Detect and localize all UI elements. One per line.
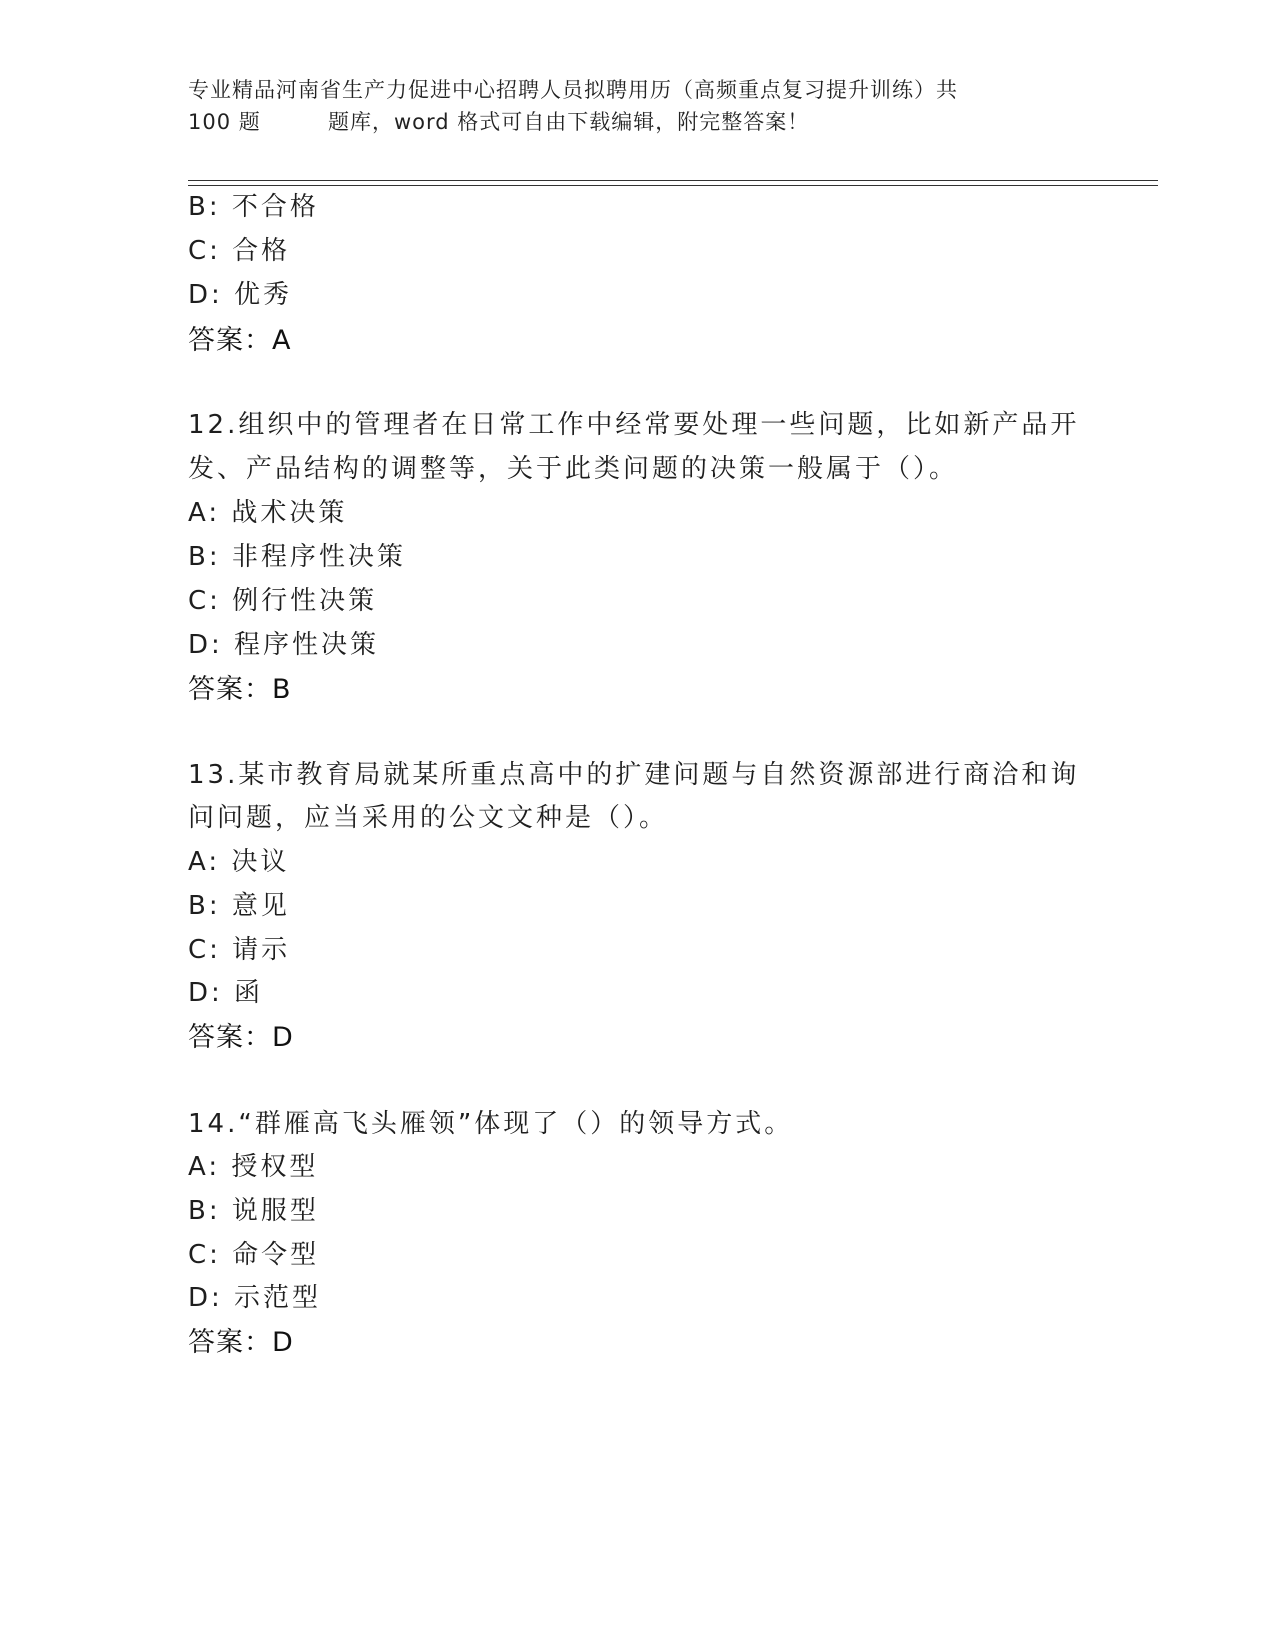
question-13-option-a: A: 决议 [188, 847, 290, 877]
header-question-count: 100 题 [188, 110, 261, 134]
header-title-line1: 专业精品河南省生产力促进中心招聘人员拟聘用历（高频重点复习提升训练）共 [188, 78, 958, 102]
question-13-option-b: B: 意见 [188, 891, 290, 921]
question-14-option-b: B: 说服型 [188, 1196, 319, 1226]
option-b: B: 不合格 [188, 192, 319, 222]
option-d: D: 优秀 [188, 280, 293, 310]
question-14-option-a: A: 授权型 [188, 1152, 319, 1182]
question-12-option-d: D: 程序性决策 [188, 630, 380, 660]
question-12-answer: 答案：B [188, 674, 292, 705]
question-14-option-d: D: 示范型 [188, 1283, 322, 1313]
question-12-option-c: C: 例行性决策 [188, 586, 378, 616]
header-divider-bottom [188, 185, 1158, 186]
option-c: C: 合格 [188, 236, 291, 266]
question-12-option-b: B: 非程序性决策 [188, 542, 406, 572]
question-12-option-a: A: 战术决策 [188, 498, 348, 528]
page-header [188, 74, 1088, 138]
header-divider-top [188, 180, 1158, 181]
question-13-answer: 答案：D [188, 1022, 294, 1053]
question-13-option-c: C: 请示 [188, 935, 291, 965]
question-12-stem-line2: 发、产品结构的调整等，关于此类问题的决策一般属于（）。 [188, 454, 959, 484]
question-13-stem-line1: 13.某市教育局就某所重点高中的扩建问题与自然资源部进行商洽和询 [188, 760, 1080, 790]
answer: 答案：A [188, 325, 292, 356]
question-14-stem: 14.“群雁高飞头雁领”体现了（）的领导方式。 [188, 1109, 794, 1139]
question-13-stem-line2: 问问题，应当采用的公文文种是（）。 [188, 803, 669, 833]
question-14-option-c: C: 命令型 [188, 1240, 320, 1270]
header-title-line2-text: 题库，word 格式可自由下载编辑，附完整答案！ [328, 110, 810, 134]
header-title-line2 [188, 106, 1088, 138]
question-14-answer: 答案：D [188, 1327, 294, 1358]
question-12-stem-line1: 12.组织中的管理者在日常工作中经常要处理一些问题，比如新产品开 [188, 410, 1080, 440]
question-13-option-d: D: 函 [188, 978, 264, 1008]
